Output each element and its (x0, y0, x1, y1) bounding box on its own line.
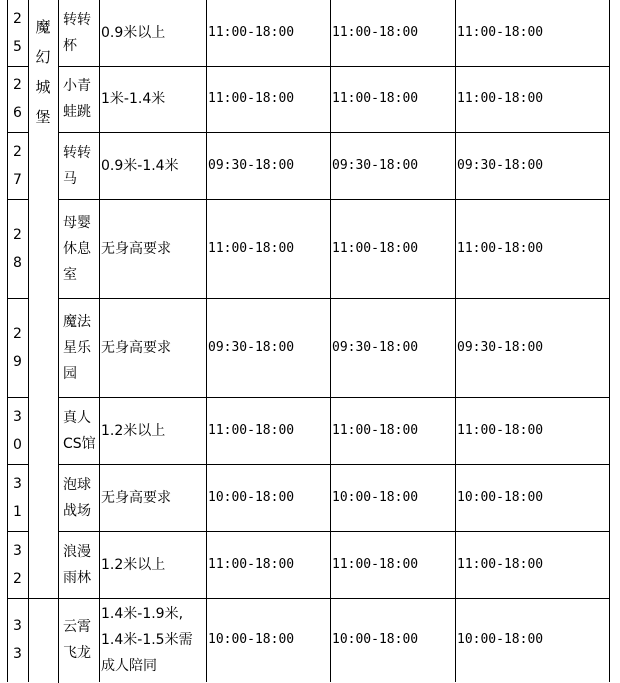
opening-hours (206, 397, 330, 464)
opening-hours (330, 598, 455, 682)
hours-text: 11:00-18:00 (457, 240, 544, 256)
grid-horizontal-line (58, 531, 610, 532)
grid-horizontal-line (7, 199, 28, 200)
row-number-digit: 6 (13, 105, 22, 121)
opening-hours (455, 66, 609, 132)
hours-text: 10:00-18:00 (332, 489, 419, 505)
hours-text: 10:00-18:00 (457, 632, 544, 647)
hours-text: 11:00-18:00 (332, 240, 419, 256)
height-line: 1.2米以上 (101, 556, 166, 573)
height-requirement (99, 199, 206, 298)
area-name-char-group (35, 12, 50, 132)
height-line: 1米-1.4米 (101, 91, 166, 107)
height-line-group (101, 236, 171, 262)
attraction-name-line: 魔法 (63, 313, 91, 330)
row-number (7, 298, 28, 397)
grid-vertical-line (58, 0, 59, 598)
row-number-digit-group (13, 537, 22, 593)
height-line-group (101, 20, 165, 46)
hours-text: 10:00-18:00 (332, 632, 419, 647)
height-line: 无身高要求 (101, 240, 171, 257)
height-line-group (101, 601, 193, 679)
opening-hours (206, 464, 330, 531)
attraction-name-line: CS馆 (63, 435, 96, 452)
grid-horizontal-line (58, 132, 610, 133)
row-number-digit: 2 (13, 325, 22, 342)
hours-text: 11:00-18:00 (332, 422, 419, 438)
hours-text: 09:30-18:00 (332, 339, 419, 355)
row-number-digit-group (13, 403, 22, 459)
grid-vertical-line (28, 0, 29, 682)
attraction-name-line-group (63, 309, 91, 387)
grid-horizontal-line (7, 397, 28, 398)
opening-hours (455, 132, 609, 199)
height-line: 0.9米-1.4米 (101, 157, 179, 174)
hours-text: 11:00-18:00 (208, 91, 295, 106)
attraction-name (58, 66, 99, 132)
grid-horizontal-line (58, 298, 610, 299)
row-number-digit: 2 (13, 77, 22, 93)
height-requirement (99, 0, 206, 66)
opening-hours (455, 464, 609, 531)
grid-horizontal-line (58, 464, 610, 465)
attraction-name-line-group (63, 140, 91, 192)
area-name-char: 幻 (35, 48, 51, 66)
attraction-name-line: 园 (63, 365, 77, 382)
opening-hours (330, 199, 455, 298)
height-requirement (99, 464, 206, 531)
row-number (7, 464, 28, 531)
hours-text: 11:00-18:00 (332, 25, 419, 40)
height-requirement (99, 531, 206, 598)
area-name (28, 0, 58, 160)
height-line: 1.4米-1.9米, (101, 606, 184, 622)
row-number-digit: 3 (13, 646, 22, 662)
area-name-char: 魔 (35, 18, 51, 36)
grid-horizontal-line (28, 598, 58, 599)
grid-horizontal-line (7, 464, 28, 465)
hours-text: 11:00-18:00 (457, 422, 544, 438)
hours-text: 11:00-18:00 (208, 25, 295, 40)
row-number-digit: 2 (13, 226, 22, 243)
attraction-name-line: 雨林 (63, 569, 91, 586)
opening-hours (330, 531, 455, 598)
row-number-digit: 3 (13, 618, 22, 634)
row-number-digit-group (13, 138, 22, 194)
grid-horizontal-line (58, 598, 610, 599)
height-line: 无身高要求 (101, 489, 171, 506)
hours-text: 11:00-18:00 (208, 422, 295, 438)
attraction-name-line: 转转 (63, 144, 91, 161)
grid-vertical-line (609, 0, 610, 682)
attraction-name-line-group (63, 614, 91, 666)
height-requirement (99, 598, 206, 682)
attraction-name (58, 0, 99, 66)
attraction-name-line-group (63, 539, 91, 591)
row-number-digit: 7 (13, 171, 22, 188)
hours-text: 11:00-18:00 (332, 556, 419, 572)
area-name-char: 城 (35, 78, 51, 96)
hours-text: 11:00-18:00 (208, 240, 295, 256)
row-number (7, 531, 28, 598)
row-number-digit-group (13, 71, 22, 127)
row-number-digit-group (13, 470, 22, 526)
hours-text: 09:30-18:00 (208, 157, 295, 173)
row-number (7, 66, 28, 132)
opening-hours (455, 199, 609, 298)
opening-hours (455, 0, 609, 66)
hours-text: 11:00-18:00 (332, 91, 419, 106)
hours-text: 10:00-18:00 (457, 489, 544, 505)
attraction-name-line: 马 (63, 170, 77, 187)
hours-text: 09:30-18:00 (208, 339, 295, 355)
height-requirement (99, 298, 206, 397)
grid-vertical-line (455, 0, 456, 682)
row-number-digit: 2 (13, 11, 22, 27)
opening-hours (455, 397, 609, 464)
height-line: 无身高要求 (101, 339, 171, 356)
opening-hours (206, 66, 330, 132)
height-line-group (101, 335, 171, 361)
row-number-digit: 1 (13, 503, 22, 520)
opening-hours (330, 397, 455, 464)
hours-text: 10:00-18:00 (208, 632, 295, 647)
hours-text: 11:00-18:00 (457, 25, 544, 40)
attraction-name-line: 浪漫 (63, 543, 91, 560)
grid-horizontal-line (58, 397, 610, 398)
row-number-digit-group (13, 612, 22, 668)
row-number-digit: 2 (13, 570, 22, 587)
height-line: 0.9米以上 (101, 25, 166, 41)
attraction-name-line-group (63, 7, 91, 59)
row-number-digit: 2 (13, 143, 22, 160)
row-number-digit-group (13, 5, 22, 61)
attraction-name-line: 杯 (63, 38, 77, 54)
attraction-name (58, 598, 99, 682)
attraction-name-line: 室 (63, 266, 77, 283)
opening-hours (330, 298, 455, 397)
opening-hours (330, 66, 455, 132)
height-line: 1.2米以上 (101, 422, 166, 439)
row-number-digit-group (13, 221, 22, 277)
hours-text: 09:30-18:00 (457, 157, 544, 173)
attraction-name-line: 星乐 (63, 339, 91, 356)
hours-text: 11:00-18:00 (457, 91, 544, 106)
height-line-group (101, 485, 171, 511)
opening-hours (206, 531, 330, 598)
attraction-name (58, 199, 99, 298)
height-line-group (101, 418, 165, 444)
row-number-digit: 9 (13, 353, 22, 370)
row-number (7, 598, 28, 682)
opening-hours (330, 132, 455, 199)
row-number (7, 199, 28, 298)
grid-horizontal-line (7, 66, 28, 67)
hours-text: 09:30-18:00 (457, 339, 544, 355)
height-requirement (99, 132, 206, 199)
row-number-digit-group (13, 320, 22, 376)
row-number-digit: 8 (13, 254, 22, 271)
grid-vertical-line (330, 0, 331, 682)
height-line: 1.4米-1.5米需 (101, 632, 193, 648)
opening-hours (330, 464, 455, 531)
attraction-name-line: 母婴 (63, 214, 91, 231)
attraction-name-line: 休息 (63, 240, 91, 257)
attraction-name (58, 464, 99, 531)
attraction-name-line: 转转 (63, 12, 91, 28)
grid-vertical-line (58, 599, 59, 683)
attraction-name-line: 战场 (63, 502, 91, 519)
opening-hours (455, 298, 609, 397)
attraction-name (58, 397, 99, 464)
attraction-name-line: 小青 (63, 78, 91, 94)
area-name-char: 堡 (35, 108, 51, 126)
attraction-name-line-group (63, 210, 91, 288)
attraction-name-line: 泡球 (63, 476, 91, 493)
height-requirement (99, 66, 206, 132)
grid-vertical-line (28, 598, 29, 682)
attraction-name-line-group (63, 73, 91, 125)
grid-vertical-line (206, 0, 207, 682)
row-number (7, 132, 28, 199)
opening-hours (206, 132, 330, 199)
grid-vertical-line (99, 0, 100, 682)
hours-text: 10:00-18:00 (208, 489, 295, 505)
grid-horizontal-line (58, 66, 610, 67)
hours-text: 11:00-18:00 (208, 556, 295, 572)
row-number-digit: 3 (13, 542, 22, 559)
grid-vertical-line (7, 0, 8, 682)
attraction-name-line: 云霄 (63, 619, 91, 635)
height-line-group (101, 86, 165, 112)
opening-hours (455, 598, 609, 682)
attraction-name (58, 298, 99, 397)
hours-text: 09:30-18:00 (332, 157, 419, 173)
height-line: 成人陪同 (101, 658, 157, 674)
opening-hours (206, 199, 330, 298)
opening-hours (206, 0, 330, 66)
opening-hours (206, 298, 330, 397)
row-number (7, 397, 28, 464)
attraction-name-line: 蛙跳 (63, 104, 91, 120)
hours-text: 11:00-18:00 (457, 556, 544, 572)
attraction-name (58, 531, 99, 598)
opening-hours (206, 598, 330, 682)
attraction-name-line-group (63, 472, 91, 524)
opening-hours (330, 0, 455, 66)
attraction-name-line: 飞龙 (63, 645, 91, 661)
attraction-name-line-group (63, 405, 96, 457)
row-number-digit: 3 (13, 475, 22, 492)
row-number-digit: 3 (13, 408, 22, 425)
height-line-group (101, 153, 179, 179)
height-line-group (101, 552, 165, 578)
grid-horizontal-line (7, 598, 28, 599)
row-number (7, 0, 28, 66)
height-requirement (99, 397, 206, 464)
grid-horizontal-line (7, 298, 28, 299)
grid-horizontal-line (7, 531, 28, 532)
opening-hours (455, 531, 609, 598)
grid-horizontal-line (7, 132, 28, 133)
row-number-digit: 5 (13, 39, 22, 55)
attraction-name (58, 132, 99, 199)
row-number-digit: 0 (13, 436, 22, 453)
grid-horizontal-line (58, 199, 610, 200)
attraction-name-line: 真人 (63, 409, 91, 426)
